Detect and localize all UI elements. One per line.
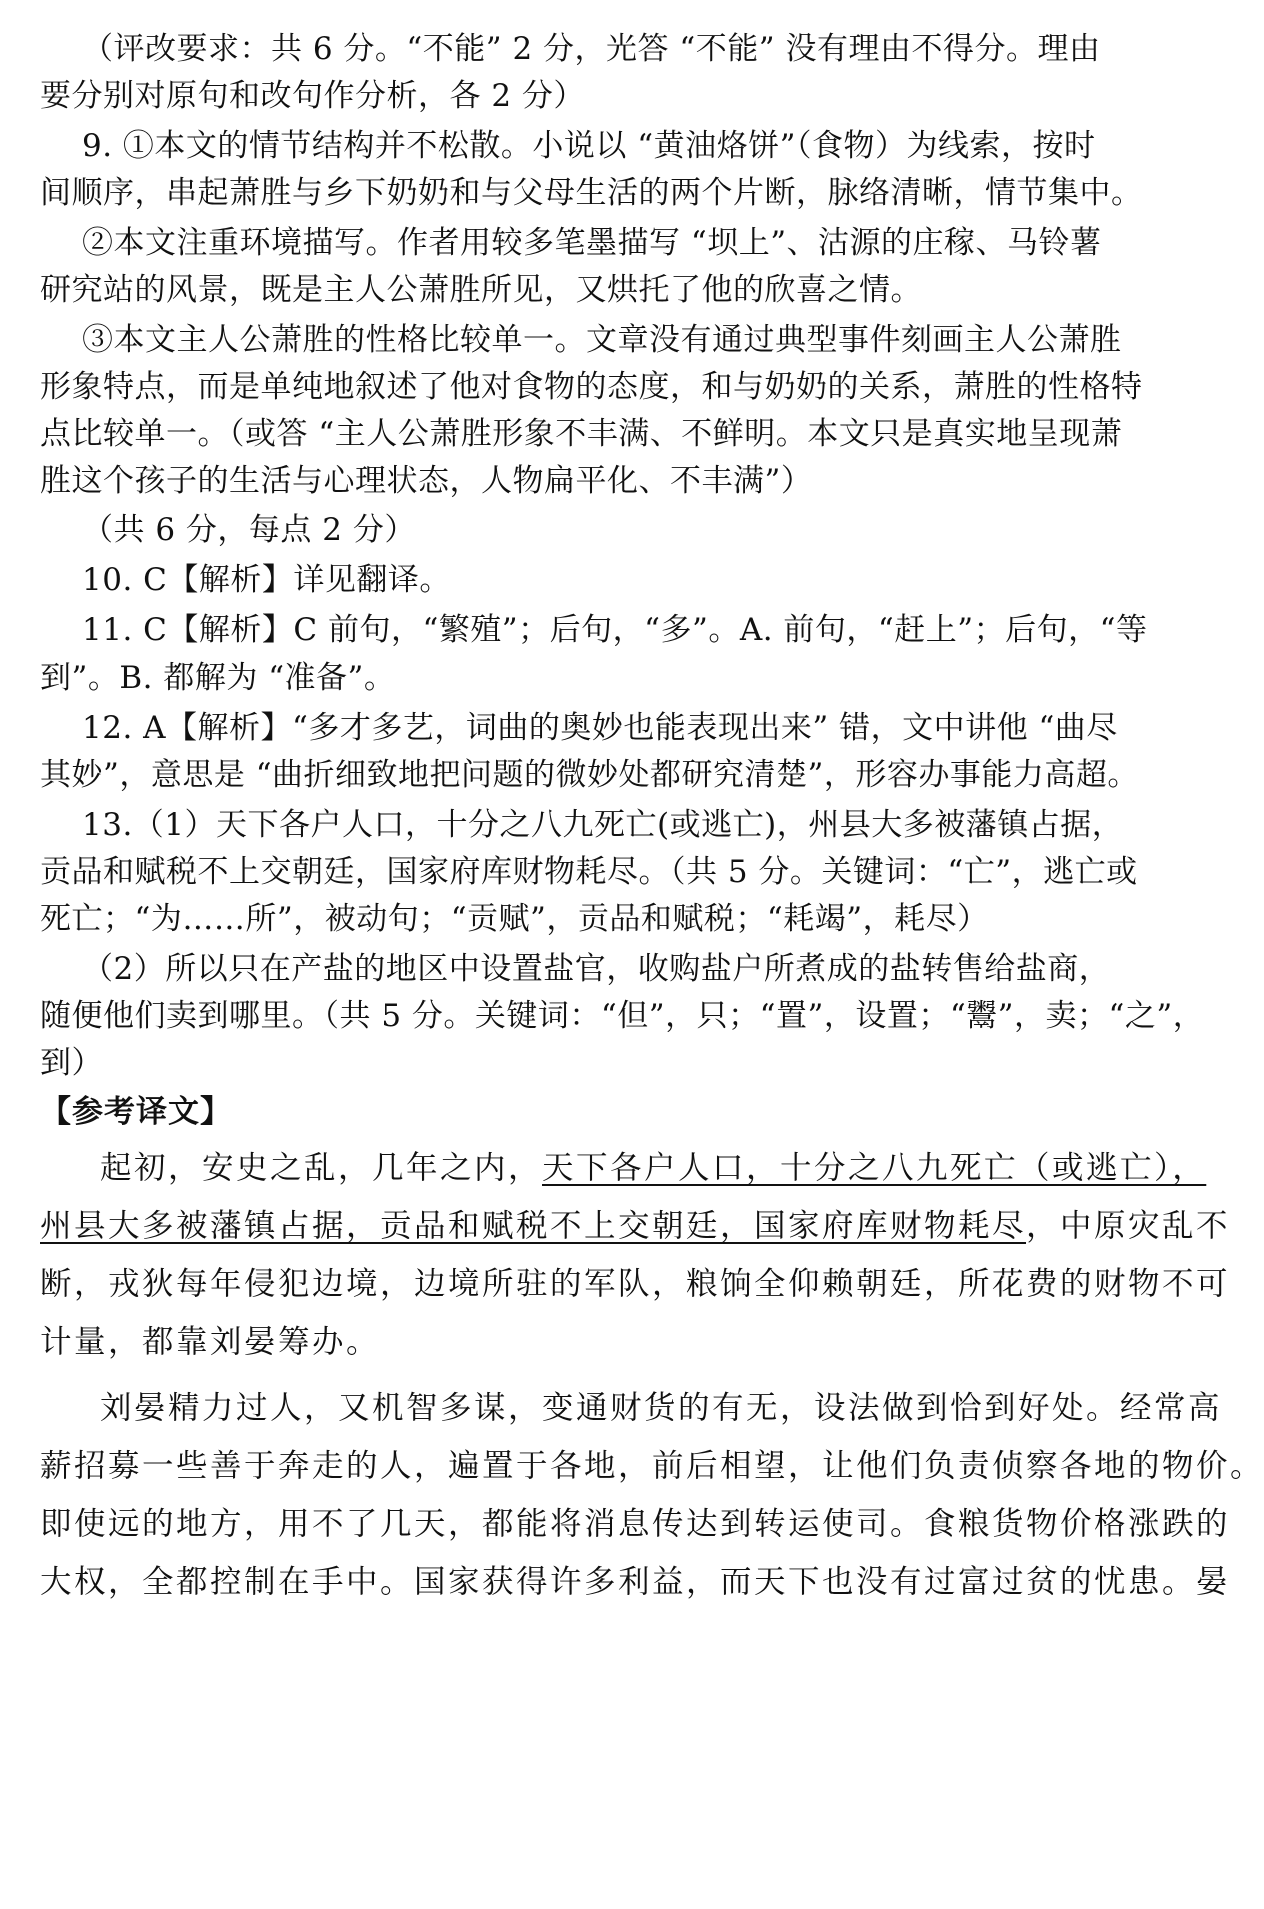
translation-p2-line-4: 大权，全都控制在手中。国家获得许多利益，而天下也没有过富过贫的忧患。晏 <box>40 1564 1231 1600</box>
answer-9-score-note: （共 6 分，每点 2 分） <box>82 512 416 548</box>
translation-p1-line-1-underlined: 天下各户人口，十分之八九死亡（或逃亡）， <box>542 1150 1207 1186</box>
answer-12-line-2: 其妙”，意思是 “曲折细致地把问题的微妙处都研究清楚”，形容办事能力高超。 <box>40 757 1139 793</box>
answer-11-line-1: 11. C【解析】C 前句，“繁殖”；后句，“多”。A. 前句，“赶上”；后句，“等 <box>82 612 1148 648</box>
grading-note-line-2: 要分别对原句和改句作分析，各 2 分） <box>40 78 585 114</box>
answer-9-point-3-line-3: 点比较单一。（或答 “主人公萧胜形象不丰满、不鲜明。本文只是真实地呈现萧 <box>40 416 1123 452</box>
translation-p1-line-3: 断，戎狄每年侵犯边境，边境所驻的军队，粮饷全仰赖朝廷，所花费的财物不可 <box>40 1266 1231 1302</box>
answer-9-point-2-line-2: 研究站的风景，既是主人公萧胜所见，又烘托了他的欣喜之情。 <box>40 272 922 308</box>
answer-13-2-line-1: （2）所以只在产盐的地区中设置盐官，收购盐户所煮成的盐转售给盐商， <box>82 951 1111 987</box>
answer-13-1-line-2: 贡品和赋税不上交朝廷，国家府库财物耗尽。（共 5 分。关键词：“亡”，逃亡或 <box>40 854 1138 890</box>
translation-p2-line-1: 刘晏精力过人，又机智多谋，变通财货的有无，设法做到恰到好处。经常高 <box>100 1390 1223 1426</box>
translation-p1-line-2-plain: ，中原灾乱不 <box>1026 1208 1231 1244</box>
answer-12-line-1: 12. A【解析】“多才多艺，词曲的奥妙也能表现出来” 错，文中讲他 “曲尽 <box>82 710 1118 746</box>
answer-9-point-3-line-2: 形象特点，而是单纯地叙述了他对食物的态度，和与奶奶的关系，萧胜的性格特 <box>40 369 1143 405</box>
answer-9-point-3-line-1: ③本文主人公萧胜的性格比较单一。文章没有通过典型事件刻画主人公萧胜 <box>82 322 1122 358</box>
answer-9-point-3-line-4: 胜这个孩子的生活与心理状态，人物扁平化、不丰满”） <box>40 463 813 499</box>
answer-13-1-line-1: 13.（1）天下各户人口，十分之八九死亡(或逃亡)，州县大多被藩镇占据， <box>82 807 1124 843</box>
answer-9-point-2-line-1: ②本文注重环境描写。作者用较多笔墨描写 “坝上”、沽源的庄稼、马铃薯 <box>82 225 1102 261</box>
answer-9-point-1-line-1: 9. ①本文的情节结构并不松散。小说以 “黄油烙饼”（食物）为线索，按时 <box>82 128 1096 164</box>
answer-11-line-2: 到”。B. 都解为 “准备”。 <box>40 660 396 696</box>
answer-13-2-line-2: 随便他们卖到哪里。（共 5 分。关键词：“但”，只；“置”，设置；“鬻”，卖；“之”， <box>40 998 1205 1034</box>
translation-p1-line-2-underlined: 州县大多被藩镇占据，贡品和赋税不上交朝廷，国家府库财物耗尽 <box>40 1208 1027 1244</box>
translation-p1-line-1-plain: 起初，安史之乱，几年之内， <box>100 1150 543 1186</box>
answer-9-point-1-line-2: 间顺序，串起萧胜与乡下奶奶和与父母生活的两个片断，脉络清晰，情节集中。 <box>40 175 1143 211</box>
answer-10: 10. C【解析】详见翻译。 <box>82 562 451 598</box>
answer-13-2-line-3: 到） <box>40 1045 103 1081</box>
answer-13-1-line-3: 死亡；“为……所”，被动句；“贡赋”，贡品和赋税；“耗竭”，耗尽） <box>40 901 989 937</box>
translation-p1-line-2 <box>40 1199 1231 1253</box>
grading-note-line-1: （评改要求：共 6 分。“不能” 2 分，光答 “不能” 没有理由不得分。理由 <box>82 31 1101 67</box>
reference-translation-heading: 【参考译文】 <box>40 1094 232 1130</box>
translation-p2-line-2: 薪招募一些善于奔走的人，遍置于各地，前后相望，让他们负责侦察各地的物价。 <box>40 1448 1264 1484</box>
translation-p1-line-4: 计量，都靠刘晏筹办。 <box>40 1324 381 1360</box>
translation-p1-line-1 <box>100 1141 1207 1195</box>
translation-p2-line-3: 即使远的地方，用不了几天，都能将消息传达到转运使司。食粮货物价格涨跌的 <box>40 1506 1231 1542</box>
